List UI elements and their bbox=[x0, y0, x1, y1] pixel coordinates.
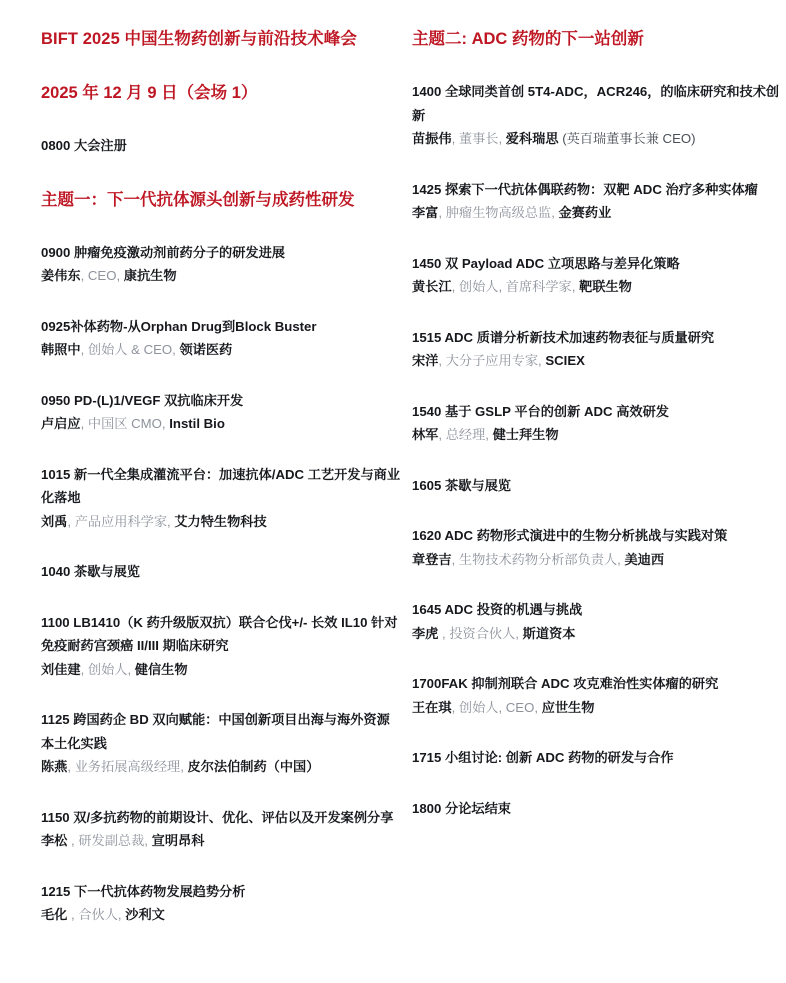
session-title: 0950 PD-(L)1/VEGF 双抗临床开发 bbox=[41, 392, 244, 408]
page-title: BIFT 2025 中国生物药创新与前沿技术峰会 bbox=[41, 30, 357, 48]
session-title: 1150 双/多抗药物的前期设计、优化、评估以及开发案例分享 bbox=[41, 809, 394, 825]
event-date-venue: 2025 年 12 月 9 日（会场 1） bbox=[41, 84, 258, 102]
speaker-org: 应世生物 bbox=[541, 699, 595, 715]
session-speaker bbox=[412, 275, 786, 299]
speaker-org: 爱科瑞思 bbox=[505, 131, 559, 146]
session-item bbox=[41, 708, 401, 779]
session-item bbox=[412, 400, 786, 447]
speaker-name: 李松 bbox=[41, 833, 68, 848]
speaker-name: 姜伟东 bbox=[41, 268, 81, 283]
session-item bbox=[41, 241, 401, 288]
session-item bbox=[412, 252, 786, 299]
session-item bbox=[412, 80, 786, 151]
speaker-name: 苗振伟 bbox=[412, 131, 452, 146]
speaker-name: 卢启应 bbox=[41, 416, 81, 431]
session-speaker bbox=[412, 349, 786, 373]
speaker-role: , 产品应用科学家, bbox=[67, 513, 175, 529]
speaker-name: 王在琪 bbox=[412, 699, 452, 715]
session-item bbox=[41, 806, 401, 853]
speaker-role: , 创始人 & CEO, bbox=[80, 342, 180, 357]
session-title: 1400 全球同类首创 5T4-ADC，ACR246，的临床研究和技术创新 bbox=[412, 84, 780, 123]
speaker-name: 林军 bbox=[412, 427, 439, 442]
speaker-name: 刘佳建 bbox=[41, 661, 81, 677]
session-title: 0925补体药物-从Orphan Drug到Block Buster bbox=[41, 318, 317, 334]
speaker-role: , 创始人, bbox=[80, 661, 135, 677]
session-title: 1125 跨国药企 BD 双向赋能：中国创新项目出海与海外资源本土化实践 bbox=[41, 712, 390, 751]
speaker-role: , 投资合伙人, bbox=[438, 625, 523, 641]
session-title: 1700FAK 抑制剂联合 ADC 攻克难治性实体瘤的研究 bbox=[412, 676, 719, 691]
session-speaker bbox=[41, 264, 401, 288]
session-title: 1540 基于 GSLP 平台的创新 ADC 高效研发 bbox=[412, 403, 669, 419]
speaker-org: SCIEX bbox=[545, 353, 585, 368]
speaker-org: 斯道资本 bbox=[522, 625, 576, 641]
session-item bbox=[412, 598, 786, 645]
speaker-role: , 业务拓展高级经理, bbox=[67, 759, 188, 774]
session-item bbox=[41, 463, 401, 534]
session-title: 1800 分论坛结束 bbox=[412, 800, 511, 816]
session-item bbox=[412, 326, 786, 373]
session-title: 1645 ADC 投资的机遇与挑战 bbox=[412, 602, 583, 617]
session-item bbox=[412, 746, 786, 770]
speaker-name: 李富 bbox=[412, 205, 439, 220]
speaker-org: 沙利文 bbox=[125, 907, 165, 922]
session-speaker bbox=[41, 903, 401, 927]
speaker-role: , 大分子应用专家, bbox=[438, 353, 546, 368]
speaker-name: 毛化 bbox=[41, 907, 68, 922]
speaker-org: 美迪西 bbox=[624, 551, 665, 567]
speaker-role: , 合伙人, bbox=[67, 907, 126, 922]
speaker-name: 陈燕 bbox=[41, 759, 68, 774]
session-title: 1515 ADC 质谱分析新技术加速药物表征与质量研究 bbox=[412, 329, 715, 345]
speaker-role: , 创始人, CEO, bbox=[451, 699, 542, 715]
speaker-org: 靶联生物 bbox=[579, 279, 632, 294]
session-title: 1715 小组讨论: 创新 ADC 药物的研发与合作 bbox=[412, 750, 674, 765]
session-item bbox=[41, 315, 401, 362]
speaker-extra: (英百瑞董事长兼 CEO) bbox=[558, 131, 696, 146]
session-title: 0900 肿瘤免疫激动剂前药分子的研发进展 bbox=[41, 244, 285, 260]
speaker-org: 健信生物 bbox=[134, 661, 188, 677]
session-title: 1100 LB1410（K 药升级版双抗）联合仑伐+/- 长效 IL10 针对免疫耐药宫颈癌 II/III 期临床研究 bbox=[41, 614, 398, 653]
session-title: 1015 新一代全集成灌流平台：加速抗体/ADC 工艺开发与商业化落地 bbox=[41, 466, 401, 505]
session-title: 1450 双 Payload ADC 立项思路与差异化策略 bbox=[412, 255, 680, 271]
session-item bbox=[412, 178, 786, 225]
session-title: 1040 茶歇与展览 bbox=[41, 564, 140, 579]
session-item bbox=[412, 797, 786, 821]
session-speaker bbox=[412, 201, 786, 225]
speaker-org: 艾力特生物科技 bbox=[174, 513, 267, 529]
speaker-role: , 研发副总裁, bbox=[67, 833, 152, 848]
session-item bbox=[412, 474, 786, 498]
session-title: 1215 下一代抗体药物发展趋势分析 bbox=[41, 883, 246, 899]
speaker-role: , 生物技术药物分析部负责人, bbox=[451, 551, 625, 567]
session-speaker bbox=[412, 696, 786, 720]
session-speaker bbox=[412, 622, 786, 646]
theme-heading-two: 主题二: ADC 药物的下一站创新 bbox=[412, 30, 644, 48]
session-speaker bbox=[41, 510, 401, 534]
speaker-role: , 肿瘤生物高级总监, bbox=[438, 205, 559, 220]
speaker-name: 章登吉 bbox=[412, 551, 452, 567]
session-title: 1605 茶歇与展览 bbox=[412, 477, 511, 493]
speaker-org: 健士拜生物 bbox=[492, 427, 559, 442]
session-speaker bbox=[412, 127, 786, 151]
speaker-org: 皮尔法伯制药（中国） bbox=[187, 759, 320, 774]
speaker-org: 金赛药业 bbox=[558, 205, 612, 220]
session-title: 0800 大会注册 bbox=[41, 138, 127, 153]
session-speaker bbox=[412, 423, 786, 447]
right-column bbox=[412, 26, 786, 983]
session-title: 1620 ADC 药物形式演进中的生物分析挑战与实践对策 bbox=[412, 528, 728, 543]
session-speaker bbox=[41, 658, 401, 682]
speaker-org: Instil Bio bbox=[169, 416, 225, 431]
speaker-org: 宣明昂科 bbox=[151, 833, 205, 848]
speaker-name: 宋洋 bbox=[412, 353, 439, 368]
theme-heading-one: 主题一：下一代抗体源头创新与成药性研发 bbox=[41, 190, 355, 209]
session-speaker bbox=[41, 338, 401, 362]
session-item bbox=[41, 611, 401, 682]
session-item bbox=[412, 672, 786, 719]
speaker-name: 韩照中 bbox=[41, 342, 81, 357]
session-registration bbox=[41, 134, 401, 158]
speaker-org: 康抗生物 bbox=[123, 268, 177, 283]
speaker-role: , 创始人, 首席科学家, bbox=[451, 279, 580, 294]
speaker-role: , 总经理, bbox=[438, 427, 493, 442]
session-speaker bbox=[41, 412, 401, 436]
session-speaker bbox=[41, 829, 401, 853]
session-item bbox=[41, 880, 401, 927]
left-column bbox=[41, 26, 401, 983]
speaker-org: 领诺医药 bbox=[179, 342, 233, 357]
speaker-name: 黄长江 bbox=[412, 279, 452, 294]
speaker-role: , 中国区 CMO, bbox=[80, 416, 170, 431]
speaker-role: , 董事长, bbox=[451, 131, 506, 146]
speaker-role: , CEO, bbox=[80, 268, 124, 283]
session-item bbox=[41, 560, 401, 584]
session-item bbox=[41, 389, 401, 436]
session-item bbox=[412, 524, 786, 571]
session-speaker bbox=[41, 755, 401, 779]
session-title: 1425 探索下一代抗体偶联药物：双靶 ADC 治疗多种实体瘤 bbox=[412, 181, 758, 197]
session-speaker bbox=[412, 548, 786, 572]
speaker-name: 刘禹 bbox=[41, 513, 68, 529]
speaker-name: 李虎 bbox=[412, 625, 439, 641]
